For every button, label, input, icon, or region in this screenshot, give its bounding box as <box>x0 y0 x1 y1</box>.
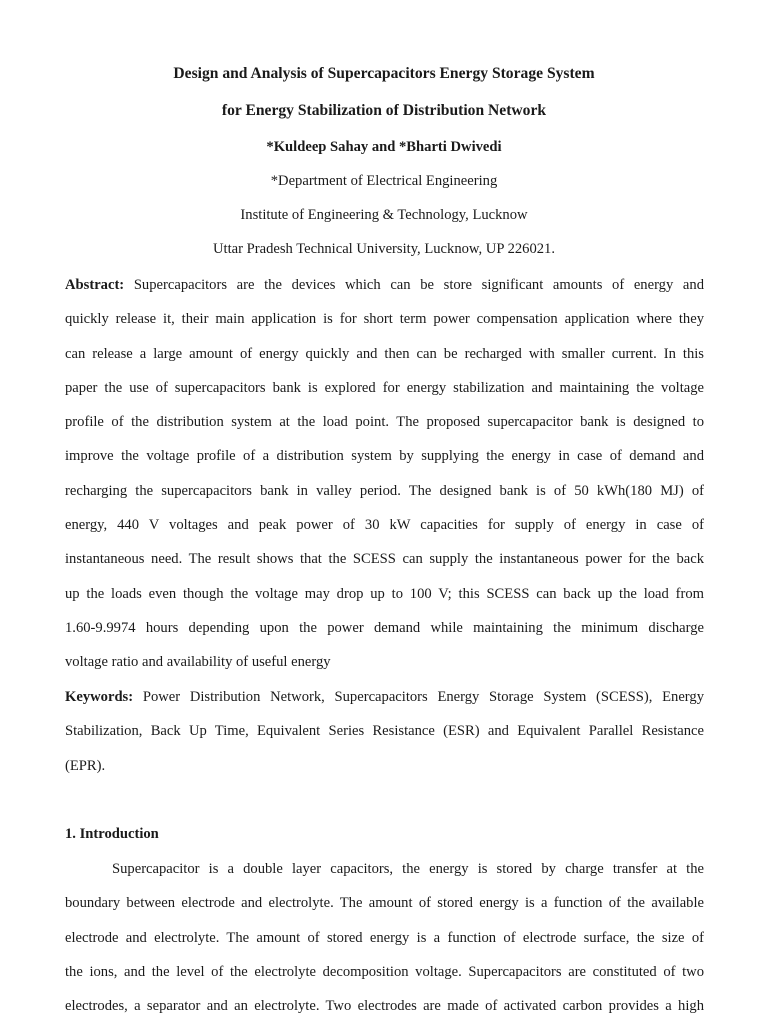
abstract-line: 1.60-9.9974 hours depending upon the power demand while maintaining the minimum discharge <box>65 619 704 636</box>
abstract-line: instantaneous need. The result shows that the SCESS can supply the instantaneous power for the back <box>65 551 704 568</box>
introduction-body <box>65 852 704 1023</box>
abstract-label: Abstract: <box>65 277 125 293</box>
abstract-line: voltage ratio and availability of useful energy <box>65 654 331 671</box>
abstract-line: quickly release it, their main application is for short term power compensation application where they <box>65 311 704 328</box>
abstract <box>65 268 704 680</box>
introduction-line: the ions, and the level of the electrolyte decomposition voltage. Supercapacitors are constituted of two <box>65 963 704 980</box>
abstract-line: paper the use of supercapacitors bank is explored for energy stabilization and maintaining the voltage <box>65 379 704 396</box>
introduction-line: Supercapacitor is a double layer capacitors, the energy is stored by charge transfer at the <box>112 861 704 877</box>
abstract-line: energy, 440 V voltages and peak power of 30 kW capacities for supply of energy in case of <box>65 517 704 534</box>
section-heading-introduction: 1. Introduction <box>65 826 159 842</box>
affiliation-institute: Institute of Engineering & Technology, Lucknow <box>240 207 528 223</box>
keywords-line: Stabilization, Back Up Time, Equivalent Series Resistance (ESR) and Equivalent Parallel Resistance <box>65 723 704 740</box>
keywords <box>65 680 704 783</box>
abstract-line: Abstract: Supercapacitors are the devices which can be store significant amounts of energy and <box>65 277 704 293</box>
keywords-line: Keywords: Power Distribution Network, Supercapacitors Energy Storage System (SCESS), Energy <box>65 689 704 705</box>
abstract-line: recharging the supercapacitors bank in valley period. The designed bank is of 50 kWh(180 MJ) of <box>65 482 704 499</box>
abstract-line: up the loads even though the voltage may drop up to 100 V; this SCESS can back up the load from <box>65 585 704 602</box>
paper-title-line-1: Design and Analysis of Supercapacitors Energy Storage System <box>173 65 595 82</box>
abstract-line: improve the voltage profile of a distribution system by supplying the energy in case of demand and <box>65 448 704 465</box>
authors: *Kuldeep Sahay and *Bharti Dwivedi <box>266 139 502 155</box>
affiliation-university: Uttar Pradesh Technical University, Lucknow, UP 226021. <box>213 241 555 257</box>
keywords-line: (EPR). <box>65 757 106 774</box>
paper-title-line-2: for Energy Stabilization of Distribution Network <box>221 102 547 119</box>
introduction-line: electrode and electrolyte. The amount of stored energy is a function of electrode surface, the size of <box>65 929 704 946</box>
abstract-line: profile of the distribution system at the load point. The proposed supercapacitor bank is designed to <box>65 414 704 431</box>
affiliation-department: *Department of Electrical Engineering <box>270 173 498 189</box>
keywords-label: Keywords: <box>65 689 134 705</box>
abstract-line: can release a large amount of energy quickly and then can be recharged with smaller current. In this <box>65 345 704 362</box>
introduction-line: electrodes, a separator and an electrolyte. Two electrodes are made of activated carbon provides a high <box>65 998 704 1015</box>
introduction-line: boundary between electrode and electrolyte. The amount of stored energy is a function of the available <box>65 895 704 912</box>
